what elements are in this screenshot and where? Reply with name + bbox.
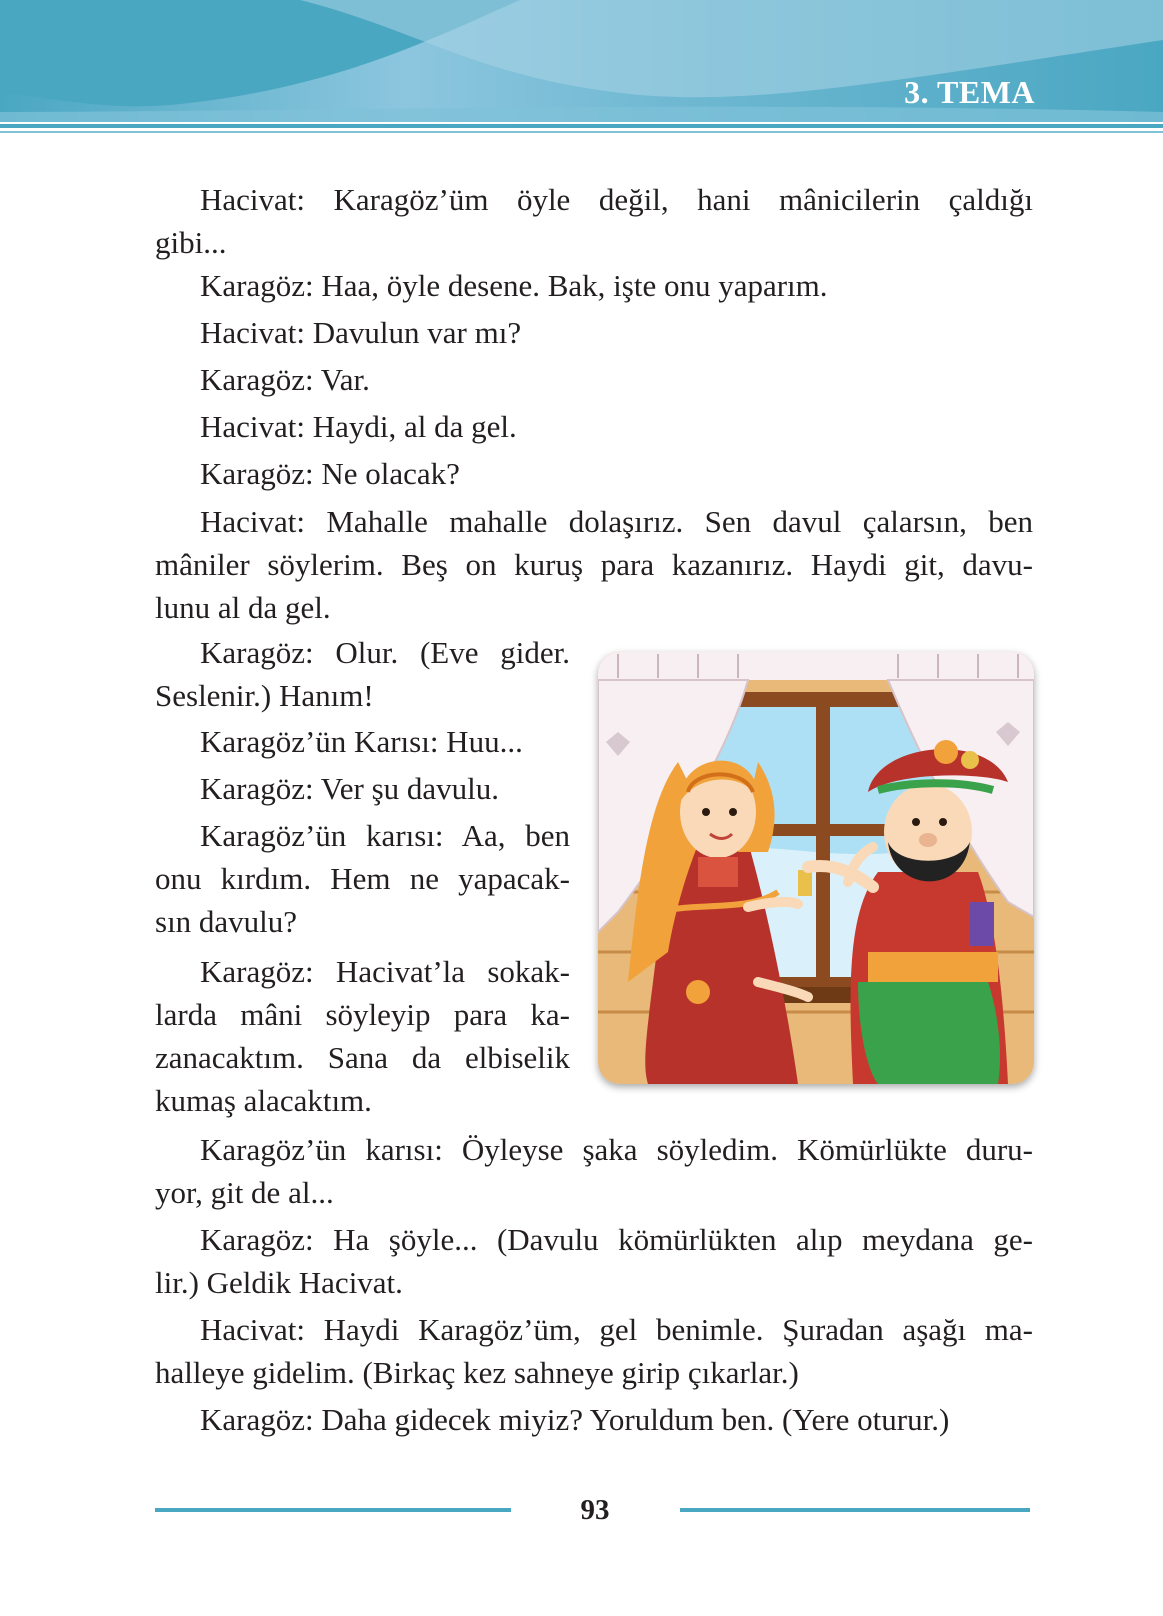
dialogue-line bbox=[155, 814, 570, 943]
dialogue-line bbox=[155, 950, 570, 1122]
dialogue-line: Karagöz: Haa, öyle desene. Bak, işte onu yaparım. bbox=[200, 268, 828, 303]
dialogue-line bbox=[155, 1218, 1033, 1304]
text-line: lir.) Geldik Hacivat. bbox=[155, 1265, 403, 1300]
text-line: Karagöz: Ha şöyle... (Davulu kömürlükten alıp meydana ge- bbox=[200, 1222, 1033, 1257]
dialogue-line bbox=[155, 500, 1033, 629]
text-line: zanacaktım. Sana da elbiselik bbox=[155, 1040, 570, 1075]
text-line: lunu al da gel. bbox=[155, 590, 331, 625]
dialogue-line: Hacivat: Davulun var mı? bbox=[200, 315, 522, 350]
footer-line-left bbox=[155, 1508, 511, 1512]
header-wave-banner bbox=[0, 0, 1163, 145]
dialogue-line bbox=[155, 178, 1033, 264]
text-line: kumaş alacaktım. bbox=[155, 1083, 372, 1118]
text-line: gibi... bbox=[155, 225, 227, 260]
page-number: 93 bbox=[580, 1494, 610, 1526]
dialogue-line bbox=[155, 1128, 1033, 1214]
text-line: yor, git de al... bbox=[155, 1175, 334, 1210]
text-line: Karagöz’ün karısı: Öyleyse şaka söyledim. Kömürlükte duru- bbox=[200, 1132, 1033, 1167]
text-line: Karagöz: Olur. (Eve gider. bbox=[200, 635, 570, 670]
page-header bbox=[0, 0, 1163, 145]
text-line: Hacivat: Karagöz’üm öyle değil, hani mânicilerin çaldığı bbox=[200, 182, 1033, 217]
dialogue-line: Karagöz: Ne olacak? bbox=[200, 456, 460, 491]
text-line: larda mâni söyleyip para ka- bbox=[155, 997, 570, 1032]
text-line: onu kırdım. Hem ne yapacak- bbox=[155, 861, 570, 896]
dialogue-line: Karagöz: Var. bbox=[200, 362, 370, 397]
text-line: Hacivat: Mahalle mahalle dolaşırız. Sen davul çalarsın, ben bbox=[200, 504, 1033, 539]
dialogue-line: Karagöz’ün Karısı: Huu... bbox=[200, 724, 523, 759]
dialogue-line bbox=[155, 1308, 1033, 1394]
text-line: halleye gidelim. (Birkaç kez sahneye girip çıkarlar.) bbox=[155, 1355, 799, 1390]
text-line: sın davulu? bbox=[155, 904, 298, 939]
footer-line-right bbox=[680, 1508, 1030, 1512]
text-line: Hacivat: Haydi Karagöz’üm, gel benimle. Şuradan aşağı ma- bbox=[200, 1312, 1033, 1347]
karagoz-and-wife-illustration bbox=[598, 652, 1034, 1084]
dialogue-line: Hacivat: Haydi, al da gel. bbox=[200, 409, 517, 444]
text-line: mâniler söylerim. Beş on kuruş para kazanırız. Haydi git, davu- bbox=[155, 547, 1033, 582]
dialogue-line: Karagöz: Ver şu davulu. bbox=[200, 771, 500, 806]
text-line: Karagöz’ün karısı: Aa, ben bbox=[200, 818, 570, 853]
text-line: Karagöz: Hacivat’la sokak- bbox=[200, 954, 570, 989]
theme-label: 3. TEMA bbox=[904, 74, 1035, 110]
dialogue-line bbox=[155, 631, 570, 717]
text-line: Seslenir.) Hanım! bbox=[155, 678, 374, 713]
dialogue-line: Karagöz: Daha gidecek miyiz? Yoruldum ben. (Yere oturur.) bbox=[200, 1402, 950, 1437]
karagoz-and-wife-icon bbox=[598, 652, 1034, 1084]
